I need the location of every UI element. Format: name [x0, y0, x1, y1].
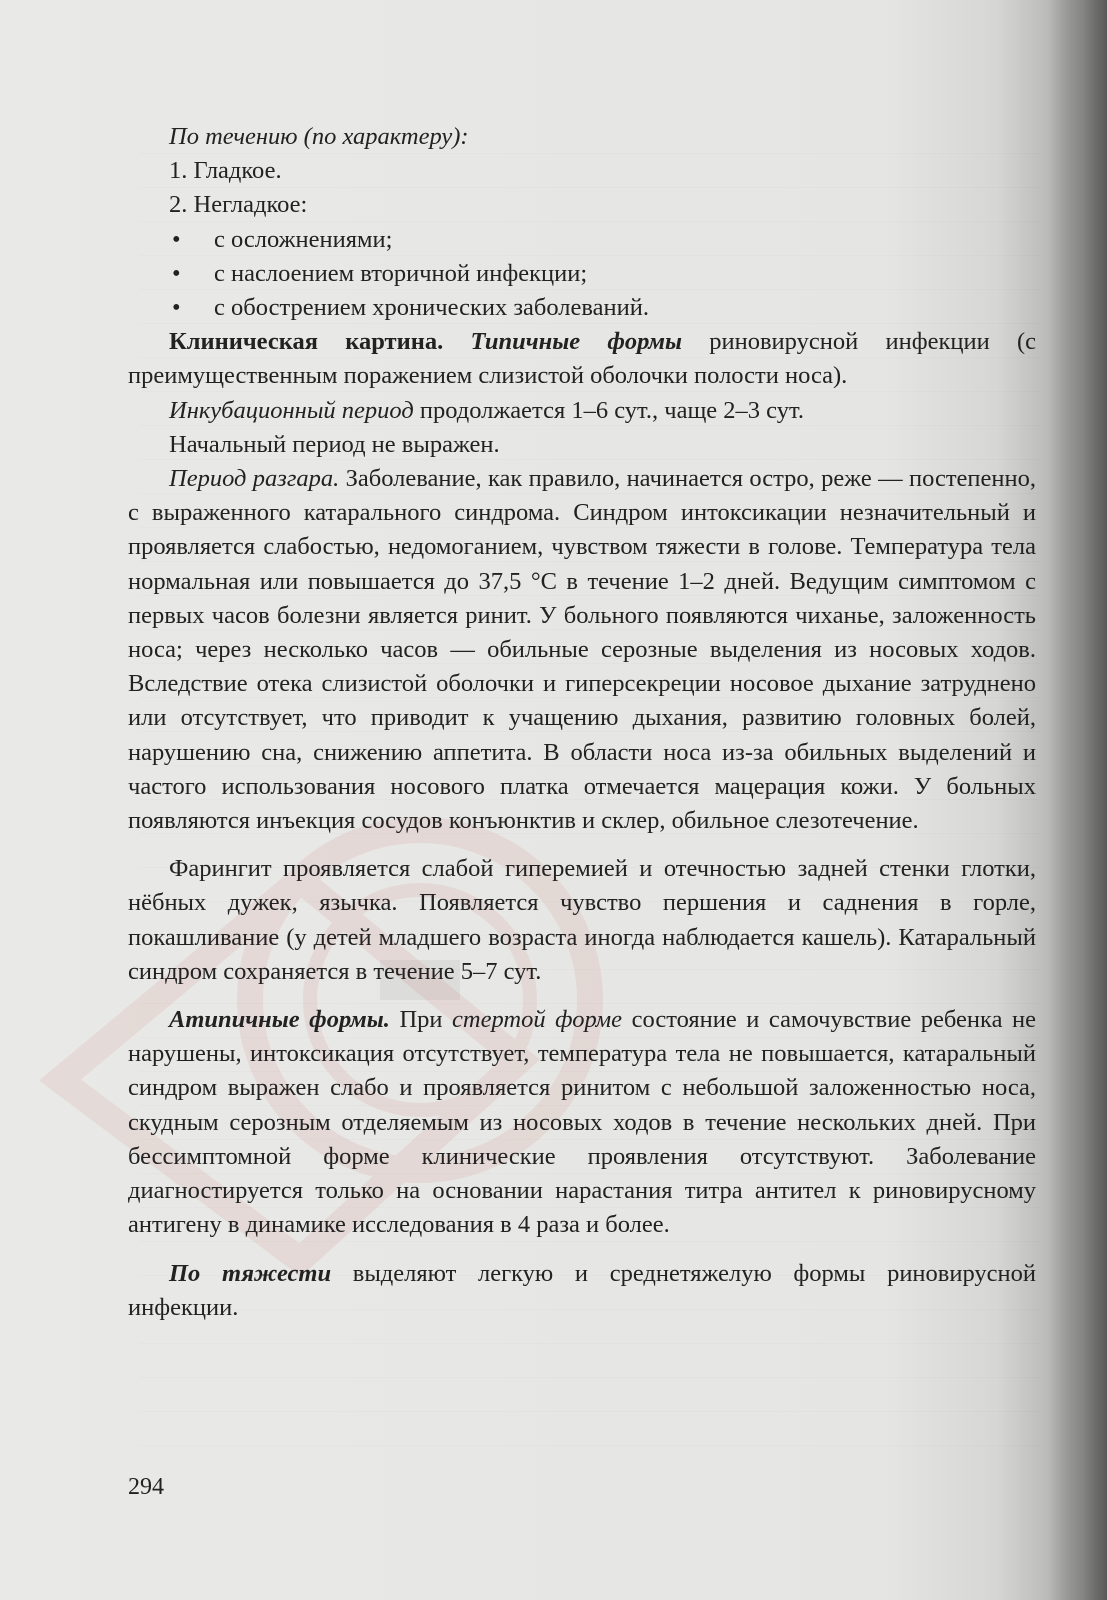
page-number: 294: [128, 1474, 164, 1500]
initial-period-paragraph: Начальный период не выражен.: [169, 430, 500, 458]
incubation-label: Инкубационный период: [169, 396, 414, 424]
bullet-icon: •: [172, 294, 181, 322]
list-item: • с обострением хронических заболеваний.: [128, 291, 1036, 325]
bullet-icon: •: [172, 225, 181, 253]
course-item-unsmooth: 2. Негладкое:: [169, 191, 308, 219]
pharyngitis-paragraph: Фарингит проявляется слабой гиперемией и отечностью задней стенки глотки, нёбных дужек, язычка. Появляется чувство першения и саднения в горле, покашливание (у детей младшего возраста иногда наблюдается кашель). Катаральный синдром сохраняется в течение 5–7 сут.: [128, 855, 1036, 985]
atypical-label: Атипичные формы.: [169, 1006, 390, 1034]
course-item-smooth: 1. Гладкое.: [169, 157, 282, 185]
severity-paragraph: По тяжести выделяют легкую и среднетяжелую формы риновирусной инфекции.: [128, 1259, 1036, 1321]
course-bullet-list: [128, 223, 1036, 326]
severity-label: По тяжести: [169, 1259, 332, 1287]
peak-label: Период разгара.: [169, 465, 340, 493]
erased-form-label: стертой форме: [452, 1006, 623, 1034]
typical-forms-label: Типичные формы: [470, 328, 682, 356]
clinical-title: Клиническая картина.: [169, 328, 444, 356]
page-text: [128, 120, 1036, 1325]
incubation-paragraph: Инкубационный период продолжается 1–6 сут., чаще 2–3 сут.: [169, 396, 804, 424]
list-item: • с осложнениями;: [128, 223, 1036, 257]
atypical-paragraph: Атипичные формы. При стертой форме состояние и самочувствие ребенка не нарушены, интоксикация отсутствует, температура тела не повышается, катаральный синдром выражен слабо и проявляется ринитом с небольшой заложенностью носа, скудным серозным отделяемым из носовых ходов в течение нескольких дней. При бессимптомной форме клинические проявления отсутствуют. Заболевание диагностируется только на основании нарастания титра антител к риновирусному антигену в динамике исследования в 4 раза и более.: [128, 1006, 1036, 1239]
page-gutter-shadow: [1047, 0, 1107, 1600]
peak-period-paragraph: Период разгара. Заболевание, как правило, начинается остро, реже — постепенно, с выраженного катарального синдрома. Синдром интоксикации незначительный и проявляется слабостью, недомоганием, чувством тяжести в голове. Температура тела нормальная или повышается до 37,5 °C в течение 1–2 дней. Ведущим симптомом с первых часов болезни является ринит. У больного появляются чиханье, заложенность носа; через несколько часов — обильные серозные выделения из носовых ходов. Вследствие отека слизистой оболочки и гиперсекреции носовое дыхание затруднено или отсутствует, что приводит к учащению дыхания, развитию головных болей, нарушению сна, снижению аппетита. В области носа из-за обильных выделений и частого использования носового платка отмечается мацерация кожи. У больных появляются инъекция сосудов конъюнктив и склер, обильное слезотечение.: [128, 465, 1036, 835]
clinical-paragraph: Клиническая картина. Типичные формы риновирусной инфекции (с преимущественным поражением слизистой оболочки полости носа).: [128, 328, 1037, 390]
bullet-icon: •: [172, 259, 181, 287]
list-item: • с наслоением вторичной инфекции;: [128, 257, 1036, 291]
course-heading: По течению (по характеру):: [169, 123, 469, 150]
